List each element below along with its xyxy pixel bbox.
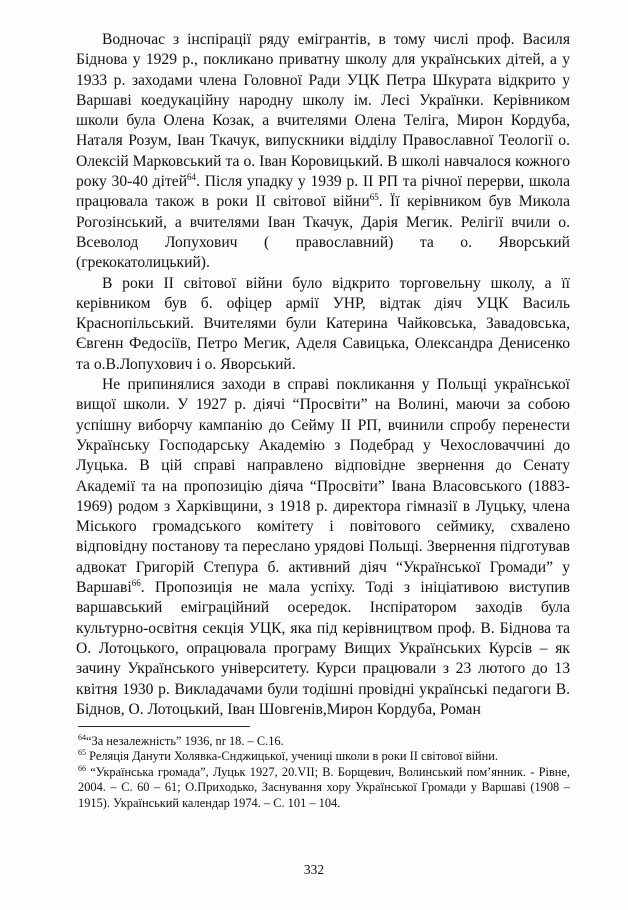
- paragraph-1-part-c: . Її керівником був Микола Рогозінський, а вчителями Іван Ткачук, Дарія Мегик. Релігії вчили о. Всеволод Лопухович ( православний) та о. Яворський (грекокатолицький).: [76, 193, 570, 272]
- paragraph-3: [76, 375, 570, 720]
- footnote-separator: [78, 726, 250, 727]
- footnote-number: 64: [78, 732, 86, 742]
- main-text: [76, 30, 570, 720]
- footnote-64: [78, 734, 570, 749]
- paragraph-3-part-b: . Пропозиція не мала успіху. Тоді з ініціативою виступив варшавський еміграційний осередок. Інспіратором заходів була культурно-освітня секція УЦК, яка під керівництвом проф. В. Біднова та О. Лотоцького, опрацювала програму Вищих Українських Курсів – як зачину Українського університету. Курси працювали з 23 лютого до 13 квітня 1930 р. Викладачами були тодішні провідні українські педагоги В. Біднов, О. Лотоцький, Іван Шовгенів,Мирон Кордуба, Роман: [76, 579, 570, 718]
- footnote-ref-64[interactable]: 64: [187, 171, 197, 182]
- footnote-ref-65[interactable]: 65: [369, 192, 379, 203]
- paragraph-1-part-a: Водночас з інспірації ряду емігрантів, в тому числі проф. Василя Біднова у 1929 р., покликано приватну школу для українських дітей, а у 1933 р. заходами члена Головної Ради УЦК Петра Шкурата відкрито у Варшаві коедукаційну народну школу ім. Лесі Українки. Керівником школи була Олена Козак, а вчителями Олена Теліга, Мирон Кордуба, Наталя Розум, Іван Ткачук, випускники відділу Православної Теології о. Олексій Марковський та о. Іван Коровицький. В школі навчалося кожного року 30-40 дітей: [76, 31, 570, 191]
- page-number: 332: [303, 862, 325, 877]
- footnote-65: [78, 749, 570, 764]
- footnote-66: [78, 765, 570, 811]
- footnote-number: 65: [78, 748, 86, 758]
- footnote-number: 66: [78, 763, 86, 773]
- footnote-text: “Українська громада”, Луцьк 1927, 20.VII; В. Борщевич, Волинський пом’янник. - Рівне, 2004. – С. 60 – 61; О.Приходько, Заснування хору Української Громади у Варшаві (1908 – 1915). Український календар 1974. – С. 101 – 104.: [78, 764, 570, 810]
- paragraph-3-part-a: Не припинялися заходи в справі покликання у Польщі української вищої школи. У 1927 р. діячі “Просвіти” на Волині, маючи за собою успішну виборчу кампанію до Сейму ІІ РП, вчинили спробу перенести Українську Господарську Академію з Подебрад у Чехословаччині до Луцька. В цій справі направлено відповідне звернення до Сенату Академії та на пропозицію діяча “Просвіти” Івана Власовського (1883-1969) родом з Харківщини, з 1918 р. директора гімназії в Луцьку, члена Міського громадського комітету і повітового сеймику, схвалено відповідну постанову та переслано урядові Польщі. Звернення підготував адвокат Григорій Степура б. активний діяч “Української Громади” у Варшаві: [76, 376, 570, 597]
- footnote-text: “За незалежність” 1936, nr 18. – С.16.: [86, 734, 284, 748]
- paragraph-1-part-b: . Після упадку у 1939 р. ІІ РП та річної перерви, школа працювала також в роки ІІ світової війни: [76, 173, 570, 211]
- footnotes: [78, 734, 570, 811]
- footnote-ref-66[interactable]: 66: [131, 577, 141, 588]
- paragraph-2: В роки ІІ світової війни було відкрито торговельну школу, а її керівником був б. офіцер армії УНР, відтак діяч УЦК Василь Краснопільський. Вчителями були Катерина Чайковська, Завадовська, Євгенн Федосіїв, Петро Мегик, Аделя Савицька, Олександра Денисенко та о.В.Лопухович і о. Яворський.: [76, 274, 570, 373]
- paragraph-1: [76, 30, 570, 274]
- footnote-text: Реляція Данути Холявка-Снджицької, учениці школи в роки ІІ світової війни.: [86, 749, 498, 764]
